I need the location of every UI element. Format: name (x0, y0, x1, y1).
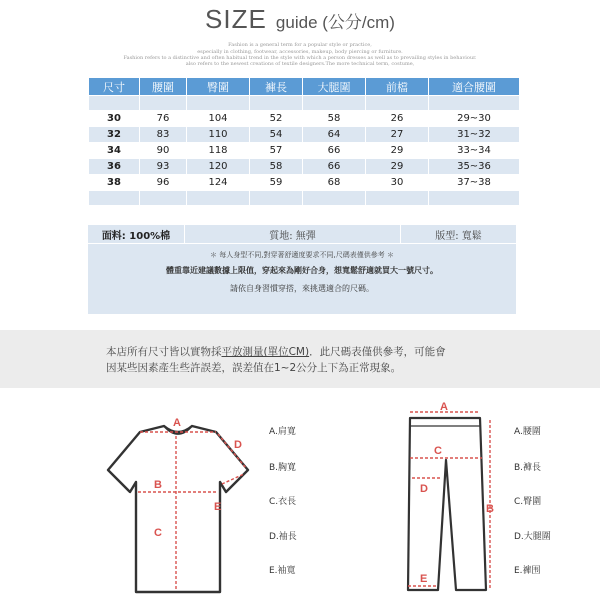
shirt-label-b: B.胸寬 (269, 463, 297, 473)
table-cell: 96 (140, 175, 186, 190)
table-cell: 31~32 (429, 127, 519, 142)
table-cell: 83 (140, 127, 186, 142)
disclaimer-line1-post: ．此尺碼表僅供參考，可能會 (309, 346, 446, 358)
table-cell: 36 (89, 159, 139, 174)
measure-letter-c: C (154, 527, 162, 539)
shirt-label-e: E.袖寬 (269, 566, 296, 576)
table-cell: 58 (250, 159, 302, 174)
table-cell: 110 (187, 127, 249, 142)
column-header: 適合腰圍 (429, 78, 519, 95)
measurement-disclaimer (0, 330, 600, 388)
fineprint-line: Fashion refers to a distinctive and often habitual trend in the style with which a person dresses as well as to prevailing styles in behaviour. (123, 55, 477, 61)
table-cell: 57 (250, 143, 302, 158)
column-header: 大腿圍 (303, 78, 365, 95)
table-cell: 93 (140, 159, 186, 174)
table-cell: 124 (187, 175, 249, 190)
column-header: 腰圍 (140, 78, 186, 95)
pants-label-a: A.腰圍 (514, 427, 541, 437)
size-table (88, 77, 520, 206)
measure-letter-c: C (434, 445, 442, 457)
pants-label-e: E.褲围 (514, 566, 541, 576)
table-header-row (89, 78, 519, 95)
table-cell: 35~36 (429, 159, 519, 174)
table-cell: 37~38 (429, 175, 519, 190)
table-cell: 30 (366, 175, 428, 190)
table-cell: 59 (250, 175, 302, 190)
measure-letter-a: A (173, 417, 181, 429)
measure-letter-d: D (234, 439, 242, 451)
pants-label-d: D.大腿圍 (514, 532, 551, 542)
table-cell: 38 (89, 175, 139, 190)
pants-label-c: C.臀圍 (514, 497, 542, 507)
disclaimer-line1-pre: 本店所有尺寸皆以實物採 (106, 346, 222, 358)
fineprint-line: also refers to the newest creations of textile designers.The more technical term, costume, (185, 61, 415, 67)
measure-letter-b: B (486, 503, 494, 515)
table-cell: 104 (187, 111, 249, 126)
column-header: 前檔 (366, 78, 428, 95)
table-cell: 90 (140, 143, 186, 158)
fabric-info-row (88, 225, 516, 243)
fineprint-line: especially in clothing, footwear, accessories, makeup, body piercing or furniture. (197, 49, 403, 55)
shirt-label-d: D.袖長 (269, 532, 297, 542)
disclaimer-text (106, 344, 526, 376)
pants-label-b: B.褲長 (514, 463, 542, 473)
title-guide-word: guide (公分/cm) (275, 13, 395, 32)
table-cell: 68 (303, 175, 365, 190)
disclaimer-flat-measure: 平放測量(單位CM) (221, 346, 310, 358)
table-cell: 34 (89, 143, 139, 158)
table-cell: 27 (366, 127, 428, 142)
table-cell: 29 (366, 159, 428, 174)
measure-letter-d: D (420, 483, 428, 495)
table-cell: 26 (366, 111, 428, 126)
shirt-label-c: C.衣長 (269, 497, 297, 507)
column-header: 臀圍 (187, 78, 249, 95)
pants-measurement-diagram (390, 400, 500, 600)
table-cell: 58 (303, 111, 365, 126)
page-title (0, 4, 600, 35)
table-cell: 29 (366, 143, 428, 158)
column-header: 尺寸 (89, 78, 139, 95)
column-header: 褲長 (250, 78, 302, 95)
measure-letter-e: E (420, 573, 428, 585)
fabric-label: 面料: 100%棉 (88, 225, 184, 243)
measure-letter-e: E (214, 501, 222, 513)
size-table-wrapper (88, 77, 516, 206)
size-notes (88, 244, 516, 314)
table-cell: 52 (250, 111, 302, 126)
table-row (89, 175, 519, 190)
disclaimer-line2: 因某些因素產生些許誤差，誤差值在1~2公分上下為正常現象。 (106, 362, 402, 374)
table-cell: 54 (250, 127, 302, 142)
material-label: 質地: 無彈 (185, 225, 400, 243)
measure-letter-a: A (440, 401, 448, 413)
table-cell: 120 (187, 159, 249, 174)
shirt-label-a: A.肩寬 (269, 427, 296, 437)
table-cell: 64 (303, 127, 365, 142)
tshirt-outline-icon (108, 426, 248, 592)
pants-outline-icon (408, 418, 486, 590)
table-cell: 66 (303, 159, 365, 174)
tshirt-measurement-diagram (88, 412, 268, 602)
table-row (89, 143, 519, 158)
table-row (89, 127, 519, 142)
table-cell: 76 (140, 111, 186, 126)
table-cell: 30 (89, 111, 139, 126)
table-cell: 118 (187, 143, 249, 158)
size-guide-header (0, 0, 600, 67)
note-choose-size: 請依自身習慣穿搭，來挑選適合的尺碼。 (230, 284, 374, 293)
note-fit-advice: 體重靠近建議數據上限值，穿起來為剛好合身，想寬鬆舒適就買大一號尺寸。 (166, 266, 438, 275)
table-spacer-row (89, 96, 519, 110)
table-row (89, 111, 519, 126)
measure-letter-b: B (154, 479, 162, 491)
note-reference: ＊ 每人身型不同,對穿著舒適度要求不同,尺碼表僅供參考 ＊ (210, 251, 394, 259)
fit-label: 版型: 寬鬆 (401, 225, 516, 243)
fineprint-line: Fashion is a general term for a popular style or practice, (228, 42, 372, 48)
table-cell: 66 (303, 143, 365, 158)
table-row (89, 159, 519, 174)
table-spacer-row (89, 191, 519, 205)
table-cell: 32 (89, 127, 139, 142)
title-size-word: SIZE (205, 4, 267, 34)
table-cell: 33~34 (429, 143, 519, 158)
table-cell: 29~30 (429, 111, 519, 126)
